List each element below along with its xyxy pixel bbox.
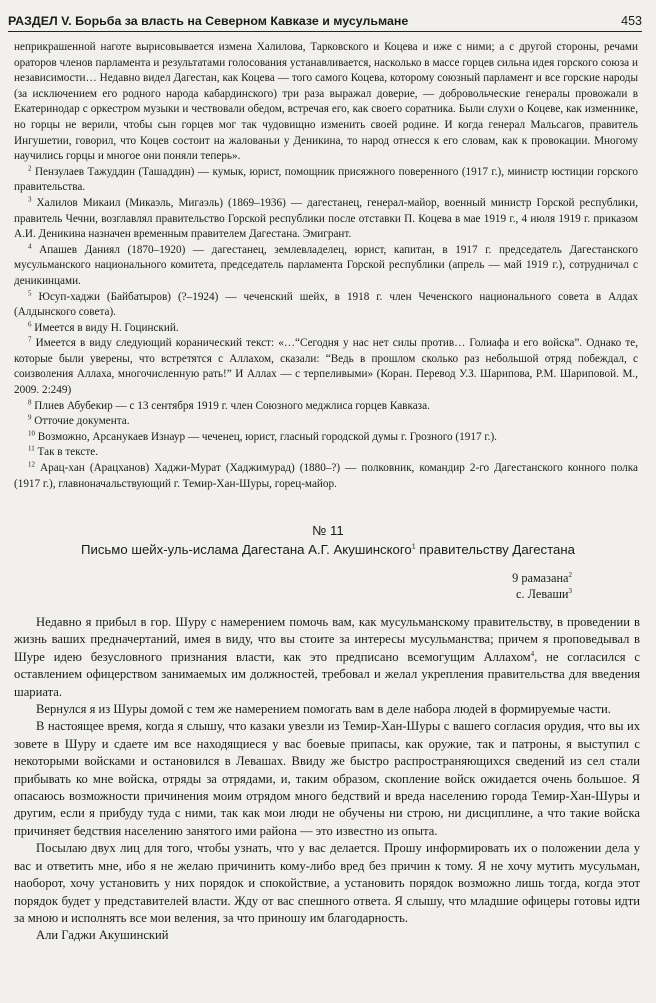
paragraph-1: Недавно я прибыл в гор. Шуру с намерением помочь вам, как мусульманскому правительству, в проведении в жизнь ваших предначертаний, имея в виду, что вы стоите за интересы мусульманства; причем я проповедывал в Шуре идею безусловного признания власти, как это предписано всемогущим Аллахом$^4$, не согласился с оставлением офицерством занимаемых им должностей, требовал и желал укрепления правительства для введения шариата. xyxy=(14,615,641,699)
running-header xyxy=(8,6,642,32)
footnote-6: $^6$ Имеется в виду Н. Гоцинский. xyxy=(28,319,179,334)
footnote-7: $^7$ Имеется в виду следующий коранический текст: «…“Сегодня у нас нет силы против… Голиафа и его войска”. Однако те, которые были уверены, что встретятся с Аллахом, сказали: “Ведь в прошлом сколько раз небольшой отряд побеждал, с соизволения Аллаха, многочисленную рать!” И Аллах — с терпеливыми» (Коран. Перевод У.З. Шарипова, Р.М. Шариповой. М., 2009. 2:249) xyxy=(14,335,639,397)
document-date: 9 рамазана$^2$ xyxy=(512,570,572,585)
footnote-5: $^5$ Юсуп-хаджи (Байбатыров) (?–1924) — чеченский шейх, в 1918 г. член Чеченского национального совета в Алдах (Алдынского совета). xyxy=(14,288,638,319)
footnote-list xyxy=(14,165,638,492)
paragraph-4: Посылаю двух лиц для того, чтобы узнать, что у вас делается. Прошу информировать их о положении дела у вас и ответить мне, ибо я не желаю причинить кому-либо вред без причин к тому. Я не хочу мутить мусульман, наоборот, хочу установить у них порядок и спокойствие, а установить порядок возможно лишь тогда, когда этот порядок будет у представителей власти. Жду от вас спешного ответа. Я слышу, что младшие офицеры готовы идти за мною и исполнять все мои веления, за что приношу им благодарность. xyxy=(14,841,640,925)
footnote-2: $^2$ Пензулаев Тажуддин (Ташаддин) — кумык, юрист, помощник присяжного поверенного (1917 г.), министр юстиции горского правительства. xyxy=(14,164,639,194)
document-title: Письмо шейх-уль-ислама Дагестана А.Г. Акушинского$^1$ правительству Дагестана xyxy=(80,542,575,557)
paragraph-2: Вернулся я из Шуры домой с тем же намерением помогать вам в деле набора людей в формируемые части. xyxy=(36,702,611,717)
footnote-4: $^4$ Апашев Даниял (1870–1920) — дагестанец, землевладелец, юрист, капитан, в 1917 г. председатель Дагестанского мусульманского национального комитета, председатель парламента Горской республики (апрель — май 1919 г.), сотрудничал с деникинцами. xyxy=(14,241,639,287)
document-number: № 11 xyxy=(312,523,344,538)
section-title: РАЗДЕЛ V. Борьба за власть на Северном Кавказе и мусульмане xyxy=(8,14,409,28)
dateline xyxy=(512,570,572,602)
continued-footnote: неприкрашенной наготе вырисовывается измена Халилова, Тарковского и Коцева и иже с ними; а с другой стороны, речами ораторов членов парламента и результатами голосования устанавливается, насколько в массе горцев сильна идея горского союза и независимости… Недавно видел Дагестан, как Коцева — того самого Коцева, которому союзный парламент и все горские народы (за исключением его родного народа кабардинского) три раза выражал доверие, — добровольческие генералы провожали в Екатеринодар с оркестром музыки и чествовали обедом, встречая его, как своего соратника. Были слухи о Коцеве, как изменнике, но горцы не верили, чтобы сын горцев мог так чудовищно изменить своей родине. И когда генерал Мальсагов, правитель Ингушетии, говорил, что Коцев состоит на жалованьи у Деникина, то народ отнесся к его словам, как к провокации. Многому научились горцы и многое они поняли теперь». xyxy=(14,41,638,163)
document-place: с. Леваши$^3$ xyxy=(516,586,572,601)
footnote-3: $^3$ Халилов Микаил (Микаэль, Мигаэль) (1869–1936) — дагестанец, генерал-майор, военный министр Горской республики, правитель Чечни, возглавлял правительство Горской республики после отставки П. Коцева в мае 1919 г., 4 июля 1919 г. приказом А.И. Деникина назначен временным правителем Дагестана. Эмигрант. xyxy=(14,195,638,241)
page-number: 453 xyxy=(621,14,642,28)
footnote-12: $^{12}$ Арац-хан (Арацханов) Хаджи-Мурат (Хаджимурад) (1880–?) — полковник, командир 2-го Дагестанского конного полка (1917 г.), главноначальствующий г. Темир-Хан-Шуры, горец-майор. xyxy=(14,460,638,490)
document-heading xyxy=(8,521,648,559)
signature: Али Гаджи Акушинский xyxy=(36,928,169,943)
footnote-11: $^{11}$ Так в тексте. xyxy=(28,444,99,459)
footnote-8: $^8$ Плиев Абубекир — с 13 сентября 1919 г. член Союзного меджлиса горцев Кавказа. xyxy=(28,397,430,412)
footnotes-block xyxy=(14,40,638,492)
letter-body xyxy=(14,614,640,945)
footnote-9: $^9$ Отточие документа. xyxy=(28,413,130,428)
footnote-10: $^{10}$ Возможно, Арсанукаев Изнаур — чеченец, юрист, гласный городской думы г. Грозного (1917 г.). xyxy=(28,429,497,443)
paragraph-3: В настоящее время, когда я слышу, что казаки увезли из Темир-Хан-Шуры с вашего согласия орудия, что вы их зовете в Шуру и сдаете им все находящиеся у вас боевые припасы, как оружие, так и патроны, я выступил с некоторыми войсками и остановился в Левашах. Ввиду же быстро распространяющихся сведений из сел стали прибывать ко мне войска, отряды за отрядами, и, таким образом, скопление войск ожидается очень большое. Я опасаюсь возможности причинения моим отрядом много бедствий и вреда населению города Темир-Хан-Шуры и другим, если я прибуду туда с ними, так как мои люди не обучены ни строю, ни дисциплине, а что такие войска причиняет бедствия населению занятого ими района — это известно из опыта. xyxy=(14,719,640,838)
